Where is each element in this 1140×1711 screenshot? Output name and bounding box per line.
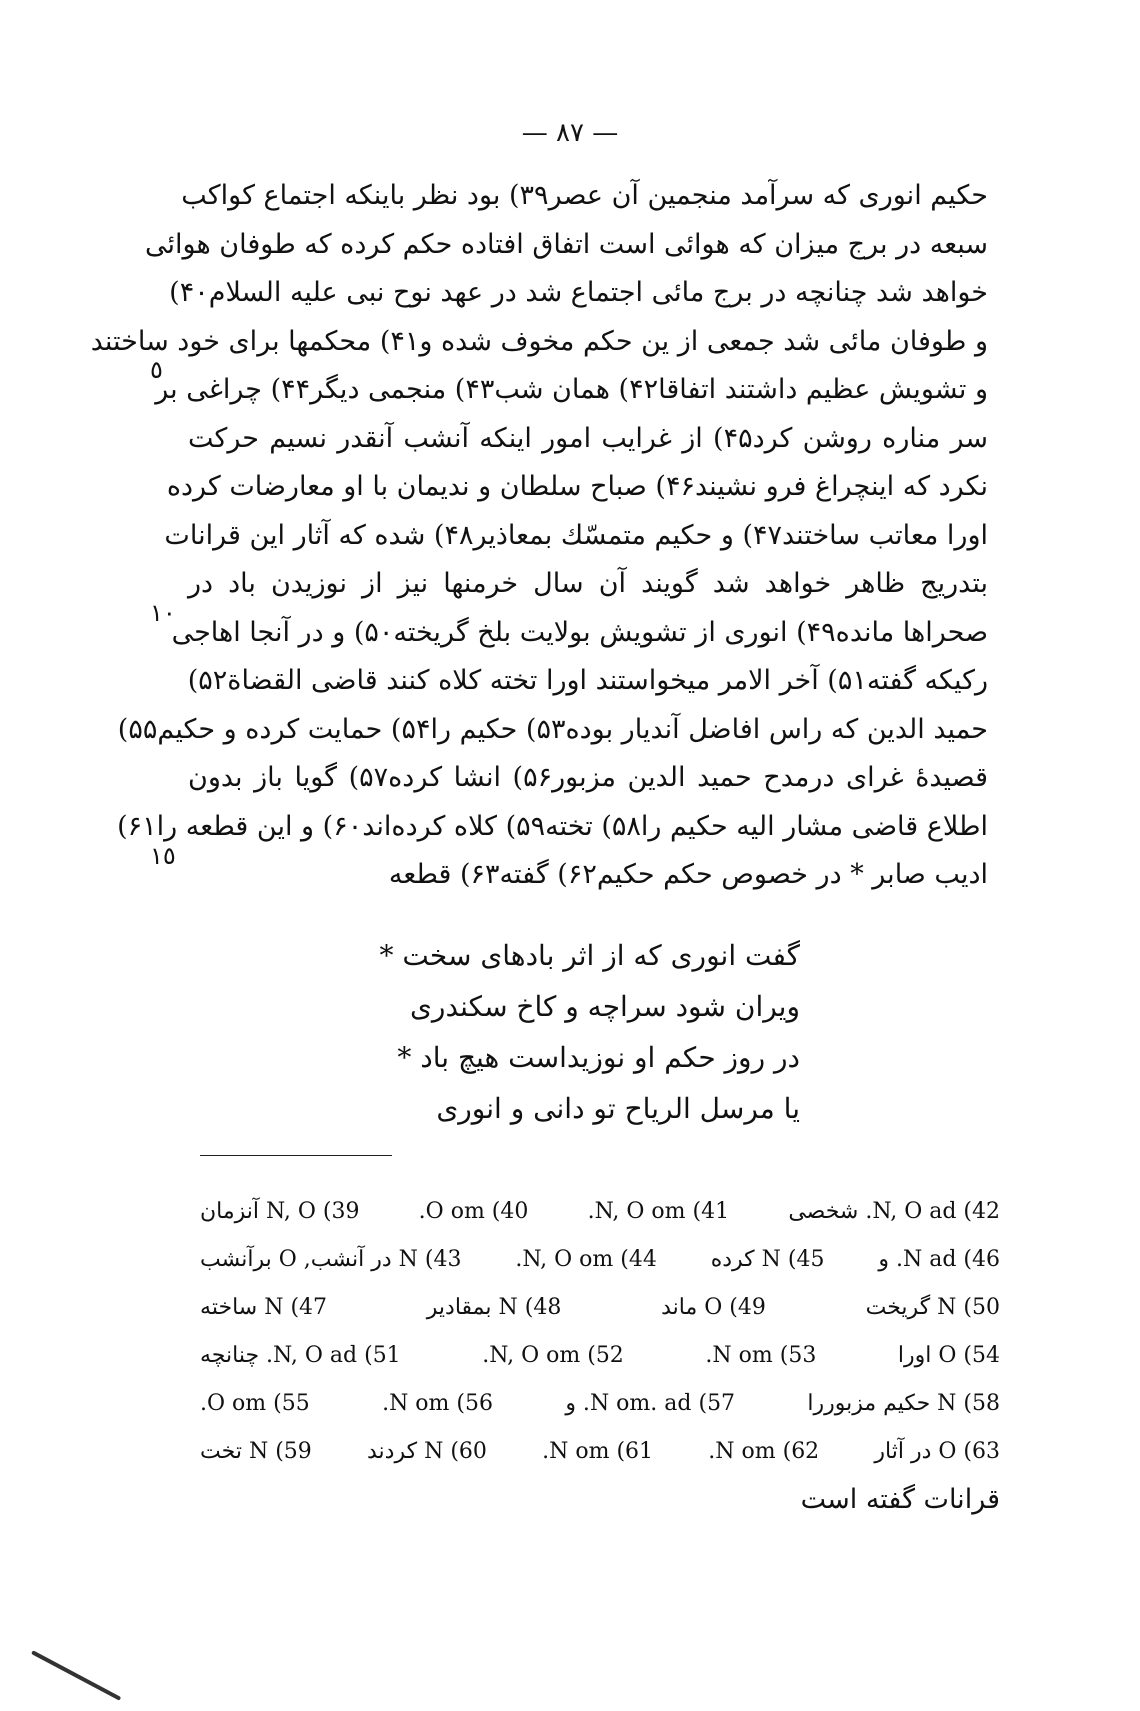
footnote: 42) N, O ad. شخصی [788, 1199, 1000, 1224]
footnote: 57) N om. ad. و [565, 1391, 736, 1416]
text-line: قصیدهٔ غرای درمدح حمید الدین مزبور۵۶) انشا کرده۵۷) گویا باز بدون [188, 762, 988, 793]
footnote: 54) O اورا [897, 1343, 1000, 1368]
text-line: اطلاع قاضی مشار الیه حکیم را۵۸) تخته۵۹) کلاه کرده‌اند۶۰) و این قطعه را۶۱) [117, 810, 988, 842]
text-line: نکرد که اینچراغ فرو نشیند۴۶) صباح سلطان و ندیمان با او معارضات کرده [166, 471, 988, 502]
footnote: 48) N بمقادیر [426, 1295, 562, 1320]
text-line: خواهد شد چنانچه در برج مائی اجتماع شد در عهد نوح نبی علیه السلام۴۰) [169, 277, 988, 308]
text-line: سبعه در برج میزان که هوائی است اتفاق افتاده حکم کرده که طوفان هوائی [145, 228, 988, 260]
footnote-continuation: قرانات گفته است [800, 1484, 1000, 1515]
footnote: 43) N در آنشب, O برآنشب [200, 1247, 462, 1272]
poem-verse: در روز حکم او نوزیداست هیچ باد * [397, 1041, 800, 1074]
footnote: 60) N کردند [367, 1439, 487, 1464]
poem-verse: یا مرسل الریاح تو دانی و انوری [436, 1092, 800, 1125]
footnote: 56) N om. [382, 1391, 493, 1416]
footnote-rule [200, 1155, 392, 1156]
text-line: صحراها مانده۴۹) انوری از تشویش بولایت بلخ گریخته۵۰) و در آنجا اهاجی [171, 616, 988, 648]
poem-verse: گفت انوری که از اثر بادهای سخت * [379, 939, 800, 972]
scan-smudge [31, 1650, 121, 1700]
footnote: 61) N om. [542, 1439, 654, 1464]
text-line: و طوفان مائی شد جمعی از ین حکم مخوف شده و۴۱) محکمها برای خود ساختند [90, 325, 988, 357]
footnote: 44) N, O om. [515, 1247, 657, 1272]
footnote: 53) N om. [705, 1343, 817, 1368]
text-line: و تشویش عظیم داشتند اتفاقا۴۲) همان شب۴۳) منجمی دیگر۴۴) چراغی بر [155, 374, 988, 405]
footnote: 51) N, O ad. چنانچه [200, 1343, 401, 1368]
footnote: 58) N حکیم مزبوررا [807, 1391, 1000, 1416]
footnote: 46) N ad. و [878, 1247, 1000, 1272]
footnote: 55) O om. [200, 1391, 310, 1416]
text-line: حمید الدین که راس افاضل آندیار بوده۵۳) حکیم را۵۴) حمایت کرده و حکیم۵۵) [117, 713, 988, 745]
text-line: حکیم انوری که سرآمد منجمین آن عصر۳۹) بود نظر باینکه اجتماع کواکب [181, 180, 988, 211]
poem-verse: ویران شود سراچه و کاخ سکندری [410, 990, 800, 1023]
text-line: اورا معاتب ساختند۴۷) و حکیم متمسّك بمعاذیر۴۸) شده که آثار این قرانات [164, 519, 988, 551]
footnote: 52) N, O om. [482, 1343, 624, 1368]
footnote: 63) O در آثار [874, 1439, 1000, 1464]
text-line: ادیب صابر * در خصوص حکم حکیم۶۲) گفته۶۳) قطعه [388, 859, 988, 890]
footnote: 49) O ماند [661, 1295, 766, 1320]
footnote: 47) N ساخته [200, 1295, 328, 1320]
footnote: 39) N, O آنزمان [200, 1199, 360, 1224]
page-number: — ۸۷ — [521, 118, 619, 148]
text-line: رکیکه گفته۵۱) آخر الامر میخواستند اورا تخته کلاه کنند قاضی القضاة۵۲) [187, 665, 988, 696]
footnote-row [200, 1332, 1000, 1380]
footnote: 50) N گریخت [865, 1295, 1000, 1320]
line-number: ٥ [150, 356, 163, 384]
text-line: سر مناره روشن کرد۴۵) از غرایب امور اینکه آنشب آنقدر نسیم حرکت [188, 422, 988, 454]
footnote-row [200, 1284, 1000, 1332]
footnote-row [200, 1236, 1000, 1284]
line-number: ١٠ [150, 599, 176, 627]
footnotes [200, 1188, 1000, 1524]
footnote: 59) N تخت [200, 1439, 312, 1464]
footnote: 40) O om. [418, 1199, 529, 1224]
poem [380, 930, 800, 1134]
footnote: 62) N om. [708, 1439, 820, 1464]
footnote: 45) N کرده [710, 1247, 825, 1272]
text-line: بتدریج ظاهر خواهد شد گویند آن سال خرمنها نیز از نوزیدن باد در [188, 568, 988, 599]
footnote-row [200, 1380, 1000, 1428]
footnote-row [200, 1188, 1000, 1236]
line-number: ١٥ [150, 842, 176, 870]
footnote-row [200, 1428, 1000, 1476]
footnote: 41) N, O om. [587, 1199, 730, 1224]
